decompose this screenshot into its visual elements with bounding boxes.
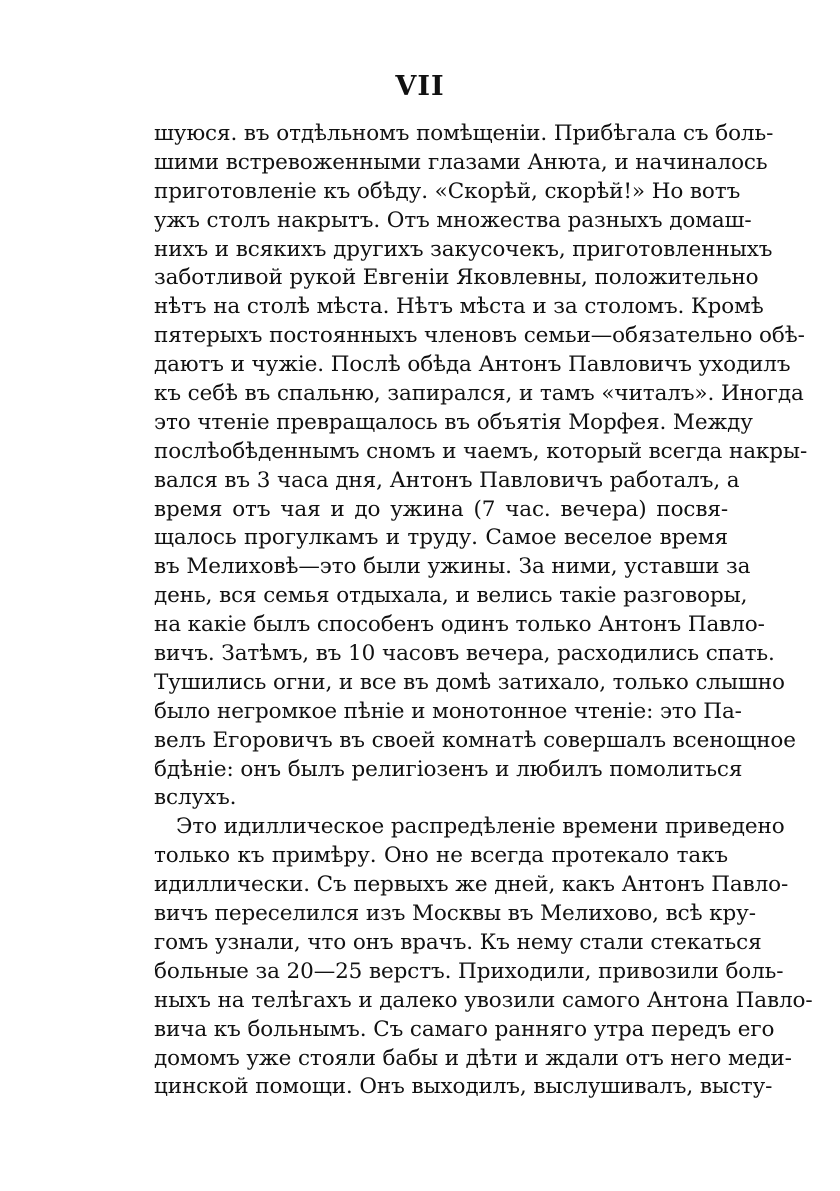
body-text <box>154 120 813 1102</box>
text-line: Это идиллическое распредѣленіе времени приведено <box>176 814 785 840</box>
text-line: нихъ и всякихъ другихъ закусочекъ, приготовленныхъ <box>154 236 773 262</box>
text-line: шими встревоженными глазами Анюта, и начиналось <box>154 149 768 175</box>
text-line: пятерыхъ постоянныхъ членовъ семьи—обязательно обѣ- <box>154 323 805 349</box>
text-line: къ себѣ въ спальню, запирался, и тамъ «читалъ». Иногда <box>154 381 804 407</box>
text-line: щалось прогулкамъ и труду. Самое веселое время <box>154 525 728 551</box>
text-line: даютъ и чужіе. Послѣ обѣда Антонъ Павловичъ уходилъ <box>154 352 791 378</box>
text-line: нѣтъ на столѣ мѣста. Нѣтъ мѣста и за столомъ. Кромѣ <box>154 294 764 320</box>
text-line: велъ Егоровичъ въ своей комнатѣ совершалъ всенощное <box>154 727 796 753</box>
text-line: заботливой рукой Евгеніи Яковлевны, положительно <box>154 265 759 291</box>
text-line: ужъ столъ накрытъ. Отъ множества разныхъ домаш- <box>154 207 752 233</box>
text-line: приготовленіе къ обѣду. «Скорѣй, скорѣй!» Но вотъ <box>154 178 741 204</box>
text-line: шуюся. въ отдѣльномъ помѣщеніи. Прибѣгала съ боль- <box>154 121 774 146</box>
text-line: идиллически. Съ первыхъ же дней, какъ Антонъ Павло- <box>154 872 789 898</box>
text-line: послѣобѣденнымъ сномъ и чаемъ, который всегда накры- <box>154 438 808 464</box>
page-number: VII <box>395 71 445 102</box>
text-line: бдѣніе: онъ былъ религіозенъ и любилъ помолиться <box>154 756 743 782</box>
text-line: было негромкое пѣніе и монотонное чтеніе: это Па- <box>154 698 742 724</box>
paragraph-2 <box>154 813 813 1102</box>
text-line: вича къ больнымъ. Съ самаго ранняго утра передъ его <box>154 1016 775 1042</box>
text-line: гомъ узнали, что онъ врачъ. Къ нему стали стекаться <box>154 929 762 955</box>
text-line: вался въ 3 часа дня, Антонъ Павловичъ работалъ, а <box>154 467 740 493</box>
text-line: на какіе былъ способенъ одинъ только Антонъ Павло- <box>154 612 765 638</box>
text-line: ныхъ на телѣгахъ и далеко увозили самого Антона Павло- <box>154 987 813 1013</box>
text-line: день, вся семья отдыхала, и велись такіе разговоры, <box>154 583 748 609</box>
text-line: вслухъ. <box>154 785 237 811</box>
text-line: это чтеніе превращалось въ объятія Морфея. Между <box>154 409 753 435</box>
paragraph-1 <box>154 120 808 813</box>
text-line: вичъ переселился изъ Москвы въ Мелихово, всѣ кру- <box>154 901 756 927</box>
text-line: домомъ уже стояли бабы и дѣти и ждали отъ него меди- <box>154 1045 792 1071</box>
text-line: цинской помощи. Онъ выходилъ, выслушивалъ, высту- <box>154 1074 773 1100</box>
text-line: только къ примѣру. Оно не всегда протекало такъ <box>154 843 728 869</box>
text-line: время отъ чая и до ужина (7 час. вечера) посвя- <box>154 496 728 522</box>
text-line: Тушились огни, и все въ домѣ затихало, только слышно <box>154 669 785 695</box>
text-line: въ Мелиховѣ—это были ужины. За ними, уставши за <box>154 554 751 580</box>
text-line: вичъ. Затѣмъ, въ 10 часовъ вечера, расходились спать. <box>154 641 775 667</box>
text-line: больные за 20—25 верстъ. Приходили, привозили боль- <box>154 958 784 984</box>
